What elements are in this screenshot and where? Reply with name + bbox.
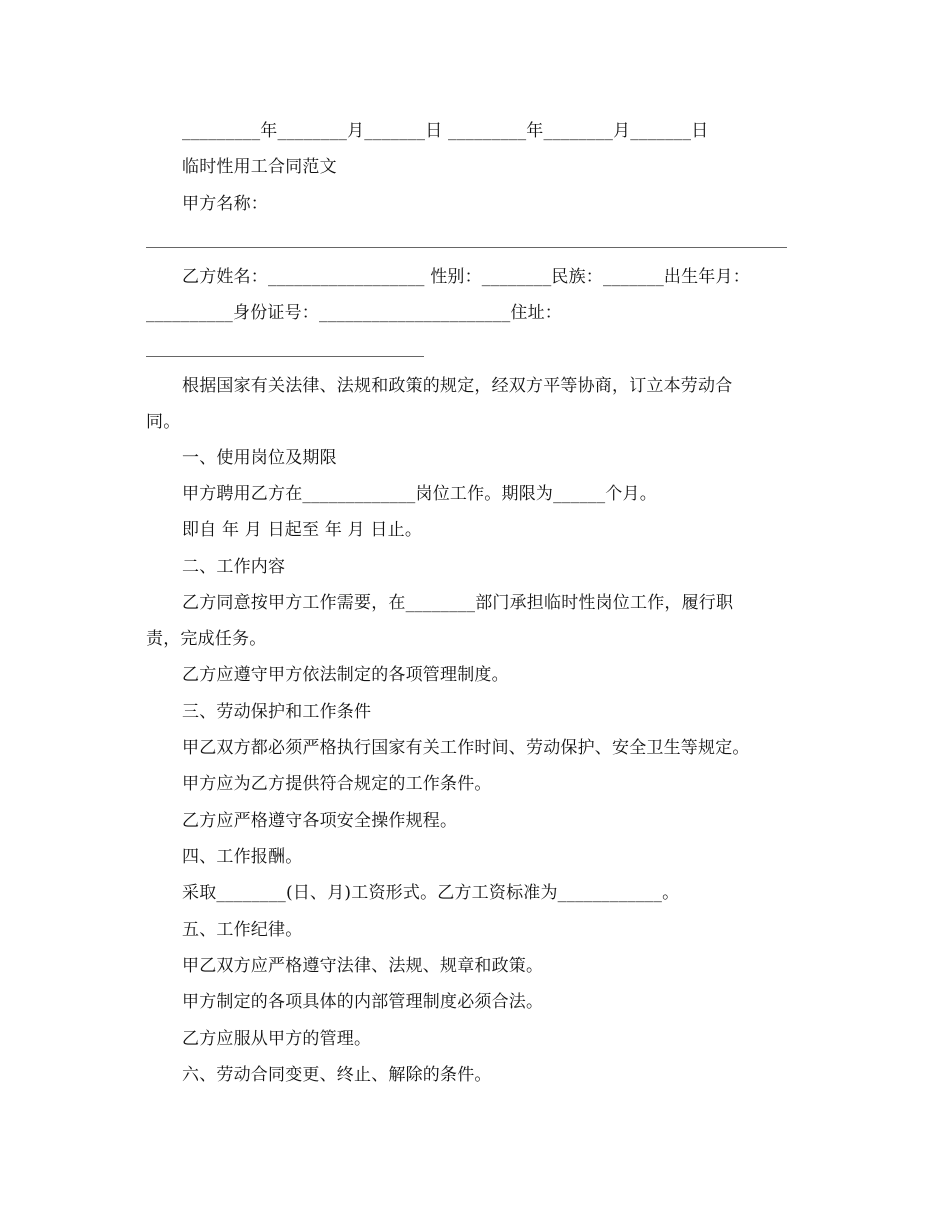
section-1-paragraph-2: 即自 年 月 日起至 年 月 日止。 [182,520,423,540]
section-6-heading: 六、劳动合同变更、终止、解除的条件。 [182,1065,492,1085]
section-3-paragraph-1: 甲乙双方都必须严格执行国家有关工作时间、劳动保护、安全卫生等规定。 [182,738,750,758]
section-2-paragraph-1b: 责，完成任务。 [146,629,267,649]
section-3-paragraph-3: 乙方应严格遵守各项安全操作规程。 [182,811,458,831]
document-title: 临时性用工合同范文 [182,157,337,177]
party-b-line-2: __________身份证号：______________________住址： [146,303,562,323]
party-a-blank-line [146,247,787,248]
section-1-heading: 一、使用岗位及期限 [182,448,337,468]
preamble-line-2: 同。 [146,412,181,432]
section-4-paragraph-1: 采取________(日、月)工资形式。乙方工资标准为____________。 [182,883,680,903]
preamble-line-1: 根据国家有关法律、法规和政策的规定，经双方平等协商，订立本劳动合 [182,376,733,396]
section-2-paragraph-1a: 乙方同意按甲方工作需要，在________部门承担临时性岗位工作，履行职 [182,593,734,613]
section-3-heading: 三、劳动保护和工作条件 [182,702,372,722]
section-1-paragraph-1: 甲方聘用乙方在_____________岗位工作。期限为______个月。 [182,484,657,504]
section-4-heading: 四、工作报酬。 [182,847,303,867]
party-b-line-1: 乙方姓名：__________________ 性别：________民族：_______出生年月： [182,267,750,287]
date-line: _________年________月_______日 _________年________月_______日 [182,121,709,141]
section-3-paragraph-2: 甲方应为乙方提供符合规定的工作条件。 [182,774,492,794]
party-a-label: 甲方名称： [182,194,268,214]
section-5-paragraph-2: 甲方制定的各项具体的内部管理制度必须合法。 [182,992,544,1012]
section-2-heading: 二、工作内容 [182,557,286,577]
section-5-paragraph-1: 甲乙双方应严格遵守法律、法规、规章和政策。 [182,956,544,976]
section-2-paragraph-2: 乙方应遵守甲方依法制定的各项管理制度。 [182,665,509,685]
address-blank-line [146,356,424,357]
section-5-heading: 五、工作纪律。 [182,920,303,940]
section-5-paragraph-3: 乙方应服从甲方的管理。 [182,1029,372,1049]
